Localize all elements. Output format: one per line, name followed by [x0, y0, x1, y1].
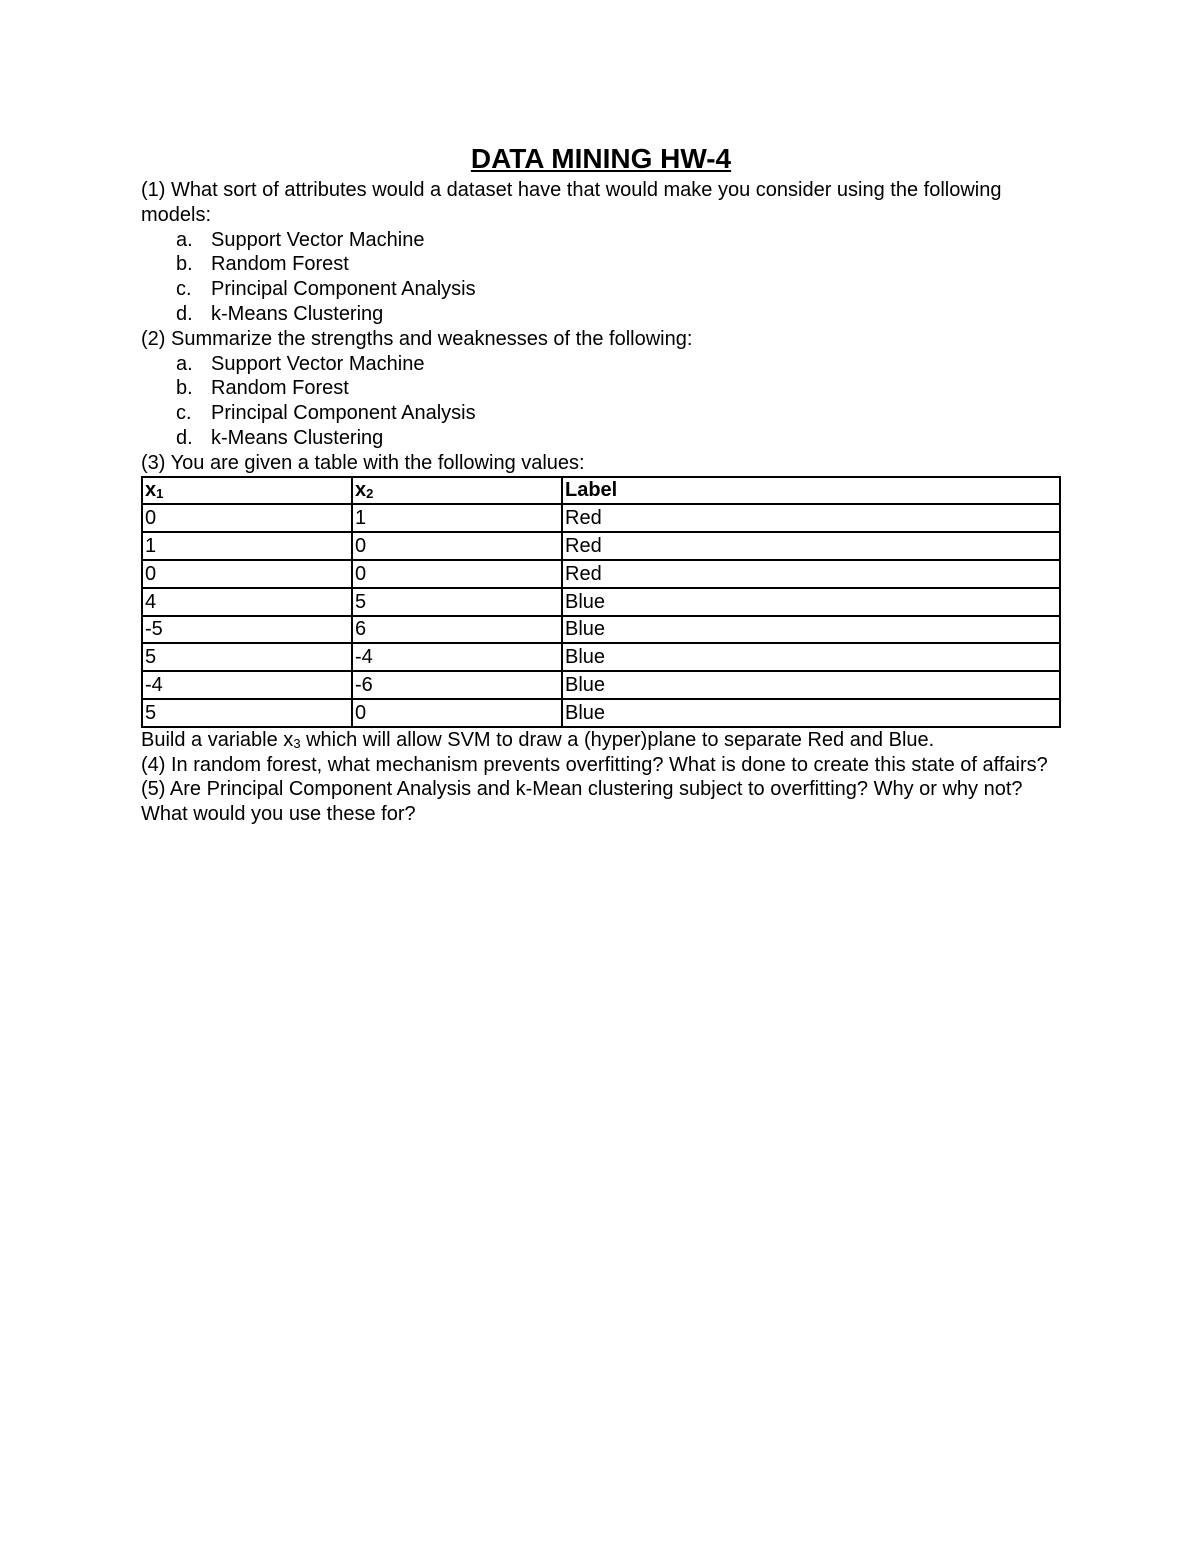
list-item [141, 376, 1061, 401]
header-x2 [352, 477, 562, 505]
list-marker: b. [176, 253, 193, 276]
list-item [141, 352, 1061, 377]
table-row [142, 699, 1060, 727]
cell-x1: 0 [142, 504, 352, 532]
table-row [142, 588, 1060, 616]
list-item [141, 277, 1061, 302]
homework-page [141, 140, 1061, 827]
list-item-label: Random Forest [211, 253, 349, 276]
list-marker: d. [176, 426, 193, 449]
header-x1 [142, 477, 352, 505]
list-item-label: Support Vector Machine [211, 352, 425, 375]
task-text-start: Build a variable x [141, 728, 294, 751]
question-3-task [141, 728, 1061, 753]
table-row [142, 504, 1060, 532]
cell-x1: 1 [142, 532, 352, 560]
list-item-label: Principal Component Analysis [211, 402, 476, 425]
cell-x1: 5 [142, 643, 352, 671]
list-item [141, 302, 1061, 327]
cell-x2: 1 [352, 504, 562, 532]
list-marker: b. [176, 377, 193, 400]
list-item-label: Random Forest [211, 377, 349, 400]
question-1: (1) What sort of attributes would a dataset have that would make you consider using the following models: [141, 179, 1002, 226]
cell-label: Red [562, 560, 1060, 588]
list-marker: a. [176, 228, 193, 251]
cell-x1: -5 [142, 616, 352, 644]
cell-label: Blue [562, 616, 1060, 644]
table-header-row [142, 477, 1060, 505]
table-row [142, 532, 1060, 560]
table-row [142, 671, 1060, 699]
list-item [141, 228, 1061, 253]
cell-x2: 0 [352, 699, 562, 727]
task-text-end: which will allow SVM to draw a (hyper)plane to separate Red and Blue. [300, 728, 935, 751]
header-x1-base: x [145, 479, 157, 502]
cell-x1: 0 [142, 560, 352, 588]
question-4: (4) In random forest, what mechanism prevents overfitting? What is done to create this state of affairs? [141, 753, 1048, 776]
table-row [142, 560, 1060, 588]
list-item [141, 426, 1061, 451]
list-marker: c. [176, 402, 192, 425]
cell-x2: 0 [352, 532, 562, 560]
cell-label: Red [562, 504, 1060, 532]
list-marker: d. [176, 302, 193, 325]
list-item [141, 401, 1061, 426]
page-title: DATA MINING HW-4 [470, 143, 732, 174]
cell-label: Blue [562, 699, 1060, 727]
cell-x2: 0 [352, 560, 562, 588]
task-subscript: 3 [293, 735, 301, 751]
list-item-label: k-Means Clustering [211, 426, 384, 449]
list-item-label: Support Vector Machine [211, 228, 425, 251]
list-item [141, 252, 1061, 277]
list-marker: c. [176, 278, 192, 301]
question-3: (3) You are given a table with the following values: [141, 451, 585, 474]
cell-label: Blue [562, 671, 1060, 699]
question-5: (5) Are Principal Component Analysis and k-Mean clustering subject to overfitting? Why or why not? What would you use these for? [141, 778, 1023, 826]
cell-x1: 5 [142, 699, 352, 727]
table-row [142, 616, 1060, 644]
header-label: Label [562, 477, 1060, 505]
list-item-label: k-Means Clustering [211, 302, 384, 325]
cell-label: Red [562, 532, 1060, 560]
list-marker: a. [176, 352, 193, 375]
table-row [142, 643, 1060, 671]
header-x2-subscript: 2 [366, 486, 374, 502]
cell-x2: 6 [352, 616, 562, 644]
cell-x2: -4 [352, 643, 562, 671]
values-table [141, 476, 1061, 728]
list-item-label: Principal Component Analysis [211, 278, 476, 301]
question-1-list [141, 228, 1061, 327]
cell-label: Blue [562, 643, 1060, 671]
header-x1-subscript: 1 [156, 486, 164, 502]
question-2: (2) Summarize the strengths and weaknesses of the following: [141, 327, 693, 350]
cell-x2: -6 [352, 671, 562, 699]
header-x2-base: x [355, 479, 367, 502]
cell-x1: -4 [142, 671, 352, 699]
cell-x2: 5 [352, 588, 562, 616]
cell-x1: 4 [142, 588, 352, 616]
cell-label: Blue [562, 588, 1060, 616]
question-2-list [141, 352, 1061, 451]
